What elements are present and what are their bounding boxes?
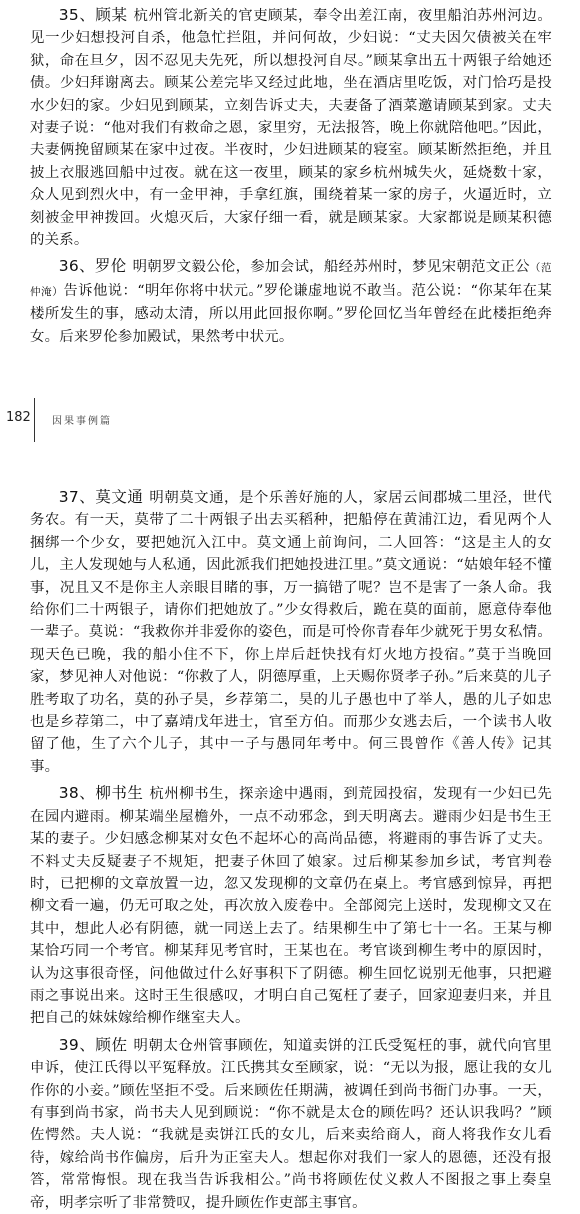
entry-number: 37、 — [58, 488, 96, 506]
running-title: 因果事例篇 — [52, 416, 112, 427]
entry-37 — [30, 486, 552, 778]
entry-text: 明朝罗文毅公伦，参加会试，船经苏州时，梦见宋朝范文正公 — [132, 259, 530, 276]
footer-divider — [34, 398, 35, 442]
entry-36 — [30, 255, 552, 348]
entry-number: 39、 — [58, 1035, 96, 1054]
entry-name: 顾佐 — [95, 1035, 128, 1054]
entry-35 — [30, 4, 552, 251]
entry-number: 38、 — [58, 784, 96, 803]
entry-name: 罗伦 — [94, 257, 127, 276]
page-lower — [0, 486, 580, 1211]
page-upper — [0, 0, 580, 350]
entry-text: 杭州柳书生，探亲途中遇雨，到荒园投宿，发现有一少妇已先在园内避雨。柳某端坐屋檐外，一点不动邪念，到天明离去。避雨少妇是书生王某的妻子。少妇感念柳某对女色不起坏心的高尚品德，将避雨的事告诉了丈夫。不料丈夫反疑妻子不规矩，把妻子休回了娘家。过后柳某参加乡试，考官判卷时，已把柳的文章放置一边，忽又发现柳的文章仍在桌上。考官感到惊异，再把柳文看一遍，仍无可取之处，再次放入废卷中。全部阅完上送时，发现柳文又在其中，想此人必有阴德，就一同送上去了。结果柳生中了第七十一名。王某与柳某恰巧同一个考官。柳某拜见考官时，王某也在。考官谈到柳生考中的原因时，认为这事很奇怪，问他做过什么好事积下了阴德。柳生回忆说别无他事，只把避雨之事说出来。这时王生很感叹，才明白自己冤枉了妻子，回家迎妻归来，并且把自己的妹妹嫁给柳作继室夫人。 — [30, 786, 552, 1027]
entry-name: 莫文通 — [95, 488, 144, 506]
entry-paragraph — [30, 782, 552, 1029]
entry-number: 35、 — [58, 6, 96, 24]
entry-paragraph — [30, 486, 552, 778]
entry-number: 36、 — [58, 257, 95, 276]
entry-paragraph — [30, 255, 552, 348]
entry-name: 顾某 — [95, 6, 128, 24]
entry-name: 柳书生 — [95, 784, 144, 803]
page-number: 182 — [6, 410, 31, 425]
entry-text: 明朝莫文通，是个乐善好施的人，家居云间郡城二里泾，世代务农。有一天，莫带了二十两银子出去买稻种，把船停在黄浦江边，看见两个人捆绑一个少女，要把她沉入江中。莫文通上前询问，二人回答：“这是主人的女儿，主人发现她与人私通，因此派我们把她投进江里。”莫文通说：“姑娘年轻不懂事，况且又不是你主人亲眼目睹的事，万一搞错了呢？岂不是害了一条人命。我给你们二十两银子，请你们把她放了。”少女得救后，跪在莫的面前，愿意侍奉他一辈子。莫说：“我救你并非爱你的姿色，而是可怜你青春年少就死于男女私情。现天色已晚，我的船小住不下，你上岸后赶快找有灯火地方投宿。”莫于当晚回家，梦见神人对他说：“你救了人，阴德厚重，上天赐你贤孝子孙。”后来莫的儿子胜考取了功名，莫的孙子昊，乡荐第二，昊的儿子愚也中了举人，愚的儿子如忠也是乡荐第二，中了嘉靖戊年进士，官至方伯。而那少女逃去后，一个读书人收留了他，生了六个儿子，其中一子与愚同年考中。何三畏曾作《善人传》记其事。 — [30, 490, 552, 775]
entry-text: 明朝太仓州管事顾佐，知道卖饼的江氏受冤枉的事，就代向官里申诉，使江氏得以平冤释放。江氏携其女至顾家，说：“无以为报，愿让我的女儿作你的小妾。”顾佐坚拒不受。后来顾佐任期满，被调任到尚书衙门办事。一天，有事到尚书家，尚书夫人见到顾说：“你不就是太仓的顾佐吗？还认识我吗？”顾佐愕然。夫人说：“我就是卖饼江氏的女儿，后来卖给商人，商人将我作女儿看待，嫁给尚书作偏房，后升为正室夫人。想起你对我们一家人的恩德，还没有报答，常常悔恨。现在我当告诉我相公。”尚书将顾佐仗义救人不图报之事上奏皇帝，明孝宗听了非常赞叹，提升顾佐作吏部主事官。 — [30, 1037, 552, 1211]
entry-paragraph — [30, 4, 552, 251]
entry-text: 杭州管北新关的官吏顾某，奉令出差江南，夜里船泊苏州河边。见一少妇想投河自杀，他急忙拦阻，并问何故，少妇说：“丈夫因欠债被关在牢狱，命在旦夕，因不忍见夫先死，所以想投河自尽。”顾某拿出五十两银子给她还债。少妇拜谢离去。顾某公差完毕又经过此地，坐在酒店里吃饭，对门恰巧是投水少妇的家。少妇见到顾某，立刻告诉丈夫，夫妻备了酒菜邀请顾某到家。丈夫对妻子说：“他对我们有救命之恩，家里穷，无法报答，晚上你就陪他吧。”因此，夫妻俩挽留顾某在家中过夜。半夜时，少妇进顾某的寝室。顾某断然拒绝，并且披上衣服逃回船中过夜。就在这一夜里，顾某的家乡杭州城失火，延烧数十家，众人见到烈火中，有一金甲神，手拿红旗，围绕着某一家的房子，火逼近时，立刻被金甲神拨回。火熄灭后，大家仔细一看，就是顾某家。大家都说是顾某积德的关系。 — [30, 8, 552, 249]
entry-38 — [30, 782, 552, 1029]
entry-text: 告诉他说：“明年你将中状元。”罗伦谦虚地说不敢当。范公说：“你某年在某楼所发生的事，感动太清，所以用此回报你啊。”罗伦回忆当年曾经在此楼拒绝奔女。后来罗伦参加殿试，果然考中状元。 — [30, 282, 553, 345]
page-footer — [0, 398, 580, 442]
entry-annotation: （范仲淹） — [30, 262, 552, 298]
entry-paragraph — [30, 1034, 552, 1214]
entry-39 — [30, 1034, 552, 1214]
